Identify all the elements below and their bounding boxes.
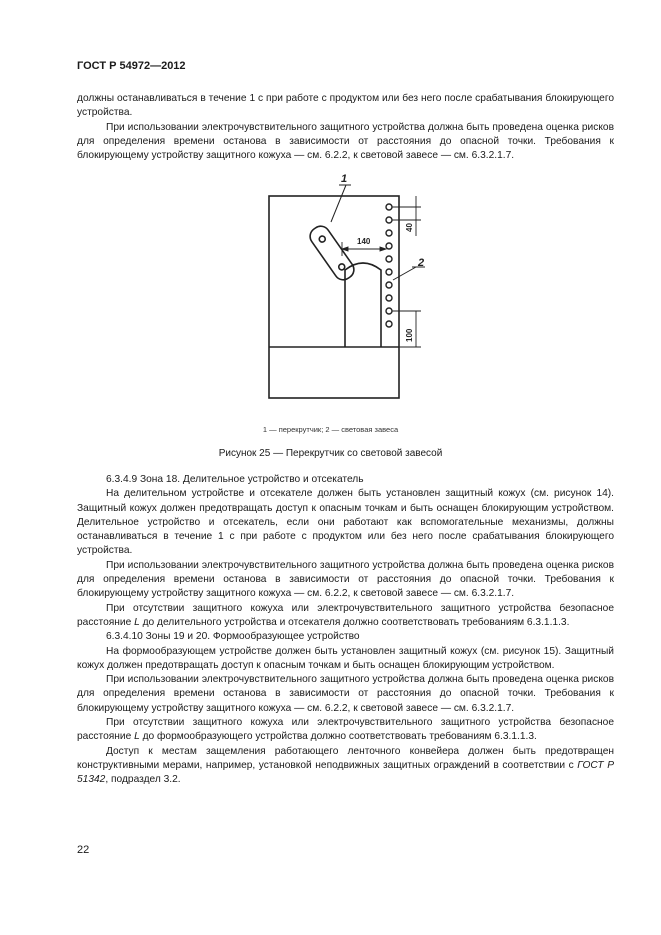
variable-L: L [134,731,140,743]
callout-2: 2 [418,257,425,269]
paragraph: При использовании электрочувствительного защитного устройства должна быть проведена оценка рисков для определения времени останова в зависимости от расстояния до опасной точки. Требования к блокирующему устройству защитного кожуха — см. 6.2.2, к световой завесе — см. 6.3.2.1.7. [77,559,614,600]
section-heading: 6.3.4.9 Зона 18. Делительное устройство и отсекатель [106,474,364,485]
paragraph: должны останавливаться в течение 1 с при работе с продуктом или без него после срабатывания блокирующего устройства. [77,93,614,119]
standard-reference: ГОСТ Р 51342 [77,759,615,786]
callout-1: 1 [341,173,348,185]
light-curtain [386,204,392,327]
figure-legend: 1 — перекрутчик; 2 — световая завеса [262,425,399,434]
dimension-40: 40 [405,223,414,232]
paragraph: При отсутствии защитного кожуха или электрочувствительного защитного устройства безопасное расстояние L до формообразующего устройства должно соответствовать требованиям 6.3.1.1.3. [77,717,614,743]
dimension-140: 140 [357,237,371,246]
paragraph: Доступ к местам защемления работающего ленточного конвейера должен быть предотвращен конструктивными мерами, например, установкой неподвижных защитных ограждений в соответствии с ГОСТ Р 51342, подраздел 3.2. [77,745,615,786]
section-heading: 6.3.4.10 Зоны 19 и 20. Формообразующее устройство [106,631,360,643]
figure-caption: Рисунок 25 — Перекрутчик со световой завесой [218,448,443,459]
dimension-100: 100 [405,328,414,342]
body-text-block [77,473,614,788]
figure-25-drawing [255,170,435,420]
paragraph: При использовании электрочувствительного защитного устройства должна быть проведена оценка рисков для определения времени останова в зависимости от расстояния до опасной точки. Требования к блокирующему устройству защитного кожуха — см. 6.2.2, к световой завесе — см. 6.3.2.1.7. [77,121,614,162]
top-text-block [77,92,614,163]
document-header: ГОСТ Р 54972—2012 [77,60,186,72]
machine-frame [269,196,399,398]
paragraph: При использовании электрочувствительного защитного устройства должна быть проведена оценка рисков для определения времени останова в зависимости от расстояния до опасной точки. Требования к блокирующему устройству защитного кожуха — см. 6.2.2, к световой завесе — см. 6.3.2.1.7. [77,674,614,714]
twister-post [345,263,381,347]
paragraph: На формообразующем устройстве должен быть установлен защитный кожух (см. рисунок 15). Защитный кожух должен предотвращать доступ к опасным точкам и быть оснащен блокирующим устройством. [77,645,614,671]
variable-L: L [134,616,140,628]
paragraph: При отсутствии защитного кожуха или электрочувствительного защитного устройства безопасное расстояние L до делительного устройства и отсекателя должно соответствовать требованиям 6.3.1.1.3. [77,602,614,628]
twister-arm [307,223,358,284]
paragraph: На делительном устройстве и отсекателе должен быть установлен защитный кожух (см. рисунок 14). Защитный кожух должен предотвращать доступ к опасным точкам и быть оснащен блокирующим устройством. Делительное устройство и отсекатель, если они работают как вспомогательные механизмы, должны останавливаться в течение 1 с при работе с продуктом или без него после срабатывания блокирующего устройства. [77,488,614,557]
page-number: 22 [77,844,90,856]
